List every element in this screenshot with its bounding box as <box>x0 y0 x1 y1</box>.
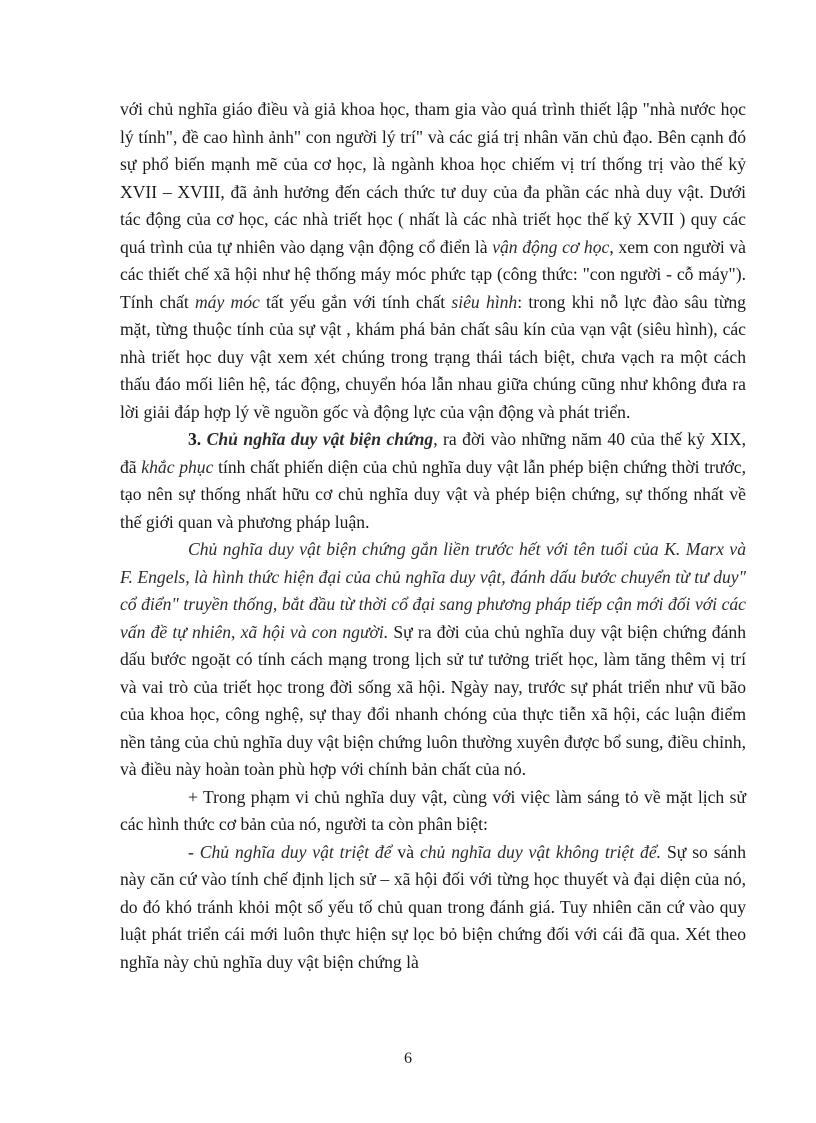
emphasis-text: máy móc <box>194 291 260 312</box>
body-text <box>120 96 746 976</box>
emphasis-text: siêu hình <box>451 291 518 312</box>
emphasis-text: khắc phục <box>141 456 214 477</box>
section-number: 3. <box>188 429 207 449</box>
emphasis-text: chủ nghĩa duy vật không triệt để. <box>419 841 662 862</box>
emphasis-text: Chủ nghĩa duy vật triệt để <box>199 841 392 862</box>
paragraph-1: với chủ nghĩa giáo điều và giả khoa học, tham gia vào quá trình thiết lập "nhà nước học lý tính", đề cao hình ảnh" con người lý trí" và các giá trị nhân văn chủ đạo. Bên cạnh đó sự phổ biến mạnh mẽ của cơ học, là ngành khoa học chiếm vị trí thống trị vào thế kỷ XVII – XVIII, đã ảnh hưởng đến cách thức tư duy của đa phần các nhà duy vật. Dưới tác động của cơ học, các nhà triết học ( nhất là các nhà triết học thế kỷ XVII ) quy các quá trình của tự nhiên vào dạng vận động cổ điển là vận động cơ học, xem con người và các thiết chế xã hội như hệ thống máy móc phức tạp (công thức: "con người - cỗ máy"). Tính chất máy móc tất yếu gắn với tính chất siêu hình: trong khi nỗ lực đào sâu từng mặt, từng thuộc tính của sự vật , khám phá bản chất sâu kín của vạn vật (siêu hình), các nhà triết học duy vật xem xét chúng trong trạng thái tách biệt, chưa vạch ra một cách thấu đáo mối liên hệ, tác động, chuyển hóa lẫn nhau giữa chúng cũng như không đưa ra lời giải đáp hợp lý về nguồn gốc và động lực của vận động và phát triển. <box>120 99 746 422</box>
section-heading: Chủ nghĩa duy vật biện chứng <box>206 429 434 449</box>
page-number: 6 <box>404 1050 412 1067</box>
emphasis-text: Chủ nghĩa duy vật biện chứng gắn liền trước hết với tên tuổi của K. Marx và F. Engels, là hình thức hiện đại của chủ nghĩa duy vật, đánh dấu bước chuyển từ tư duy" cổ điển" truyền thống, bắt đầu từ thời cổ đại sang phương pháp tiếp cận mới đối với các vấn đề tự nhiên, xã hội và con người. <box>120 539 746 642</box>
paragraph-2: 3. Chủ nghĩa duy vật biện chứng, ra đời vào những năm 40 của thế kỷ XIX, đã khắc phục tính chất phiến diện của chủ nghĩa duy vật lẫn phép biện chứng thời trước, tạo nên sự thống nhất hữu cơ chủ nghĩa duy vật và phép biện chứng, sự thống nhất về thế giới quan và phương pháp luận. <box>120 429 746 532</box>
paragraph-4: + Trong phạm vi chủ nghĩa duy vật, cùng với việc làm sáng tỏ về mặt lịch sử các hình thức cơ bản của nó, người ta còn phân biệt: <box>120 786 746 834</box>
emphasis-text: vận động cơ học <box>492 236 610 257</box>
paragraph-5: - Chủ nghĩa duy vật triệt để và chủ nghĩa duy vật không triệt để. Sự so sánh này căn cứ vào tính chế định lịch sử – xã hội đối với từng học thuyết và đại diện của nó, do đó khó tránh khỏi một số yếu tố chủ quan trong đánh giá. Tuy nhiên căn cứ vào quy luật phát triển cái mới luôn thực hiện sự lọc bỏ biện chứng đối với cái đã qua. Xét theo nghĩa này chủ nghĩa duy vật biện chứng là <box>120 841 746 972</box>
paragraph-3: Chủ nghĩa duy vật biện chứng gắn liền trước hết với tên tuổi của K. Marx và F. Engels, là hình thức hiện đại của chủ nghĩa duy vật, đánh dấu bước chuyển từ tư duy" cổ điển" truyền thống, bắt đầu từ thời cổ đại sang phương pháp tiếp cận mới đối với các vấn đề tự nhiên, xã hội và con người. Sự ra đời của chủ nghĩa duy vật biện chứng đánh dấu bước ngoặt có tính cách mạng trong lịch sử tư tưởng triết học, làm tăng thêm vị trí và vai trò của triết học trong đời sống xã hội. Ngày nay, trước sự phát triển như vũ bão của khoa học, công nghệ, sự thay đổi nhanh chóng của thực tiễn xã hội, các luận điểm nền tảng của chủ nghĩa duy vật biện chứng luôn thường xuyên được bổ sung, điều chỉnh, và điều này hoàn toàn phù hợp với chính bản chất của nó. <box>120 539 746 779</box>
